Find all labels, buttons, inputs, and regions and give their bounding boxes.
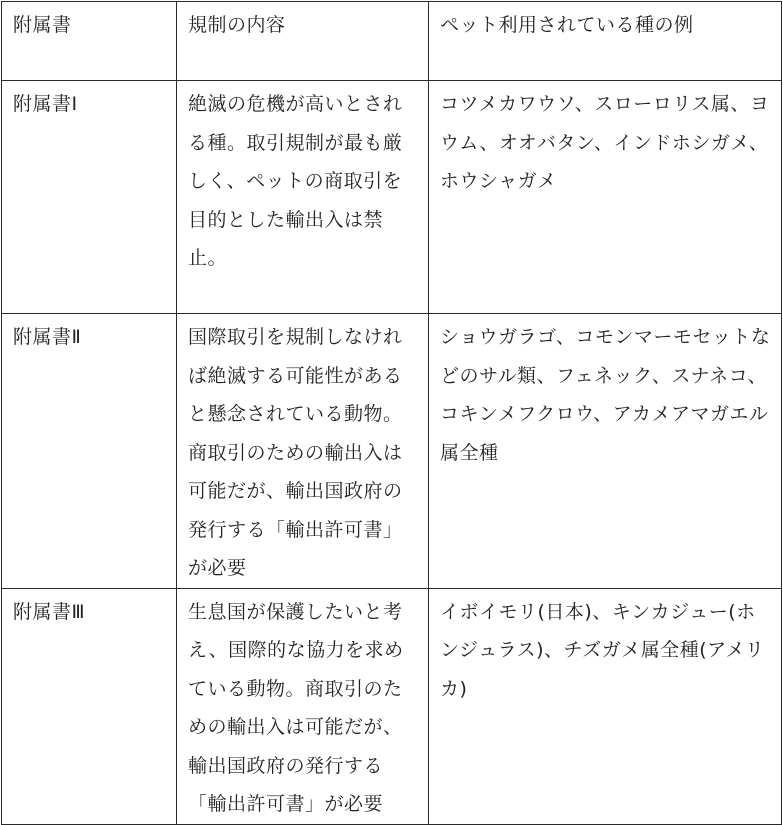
table-row — [2, 588, 782, 824]
table-row — [2, 81, 782, 314]
header-regulation: 規制の内容 — [177, 2, 429, 81]
regulation-cell: 絶滅の危機が高いとされる種。取引規制が最も厳しく、ペットの商取引を目的とした輸出入は禁止。 — [177, 81, 429, 314]
examples-cell: コツメカワウソ、スローロリス属、ヨウム、オオバタン、インドホシガメ、ホウシャガメ — [429, 81, 782, 314]
table-header-row — [2, 2, 782, 81]
regulation-cell: 生息国が保護したいと考え、国際的な協力を求めている動物。商取引のための輸出入は可能だが、輸出国政府の発行する「輸出許可書」が必要 — [177, 588, 429, 824]
examples-cell: ショウガラゴ、コモンマーモセットなどのサル類、フェネック、スナネコ、コキンメフクロウ、アカメアマガエル属全種 — [429, 314, 782, 589]
table-row — [2, 314, 782, 589]
regulation-cell: 国際取引を規制しなければ絶滅する可能性があると懸念されている動物。商取引のための輸出入は可能だが、輸出国政府の発行する「輸出許可書」が必要 — [177, 314, 429, 589]
appendix-cell: 附属書Ⅰ — [2, 81, 177, 314]
header-appendix: 附属書 — [2, 2, 177, 81]
cites-appendix-table — [1, 1, 782, 825]
header-examples: ペット利用されている種の例 — [429, 2, 782, 81]
appendix-cell: 附属書Ⅲ — [2, 588, 177, 824]
examples-cell: イボイモリ(日本)、キンカジュー(ホンジュラス)、チズガメ属全種(アメリカ) — [429, 588, 782, 824]
appendix-cell: 附属書Ⅱ — [2, 314, 177, 589]
